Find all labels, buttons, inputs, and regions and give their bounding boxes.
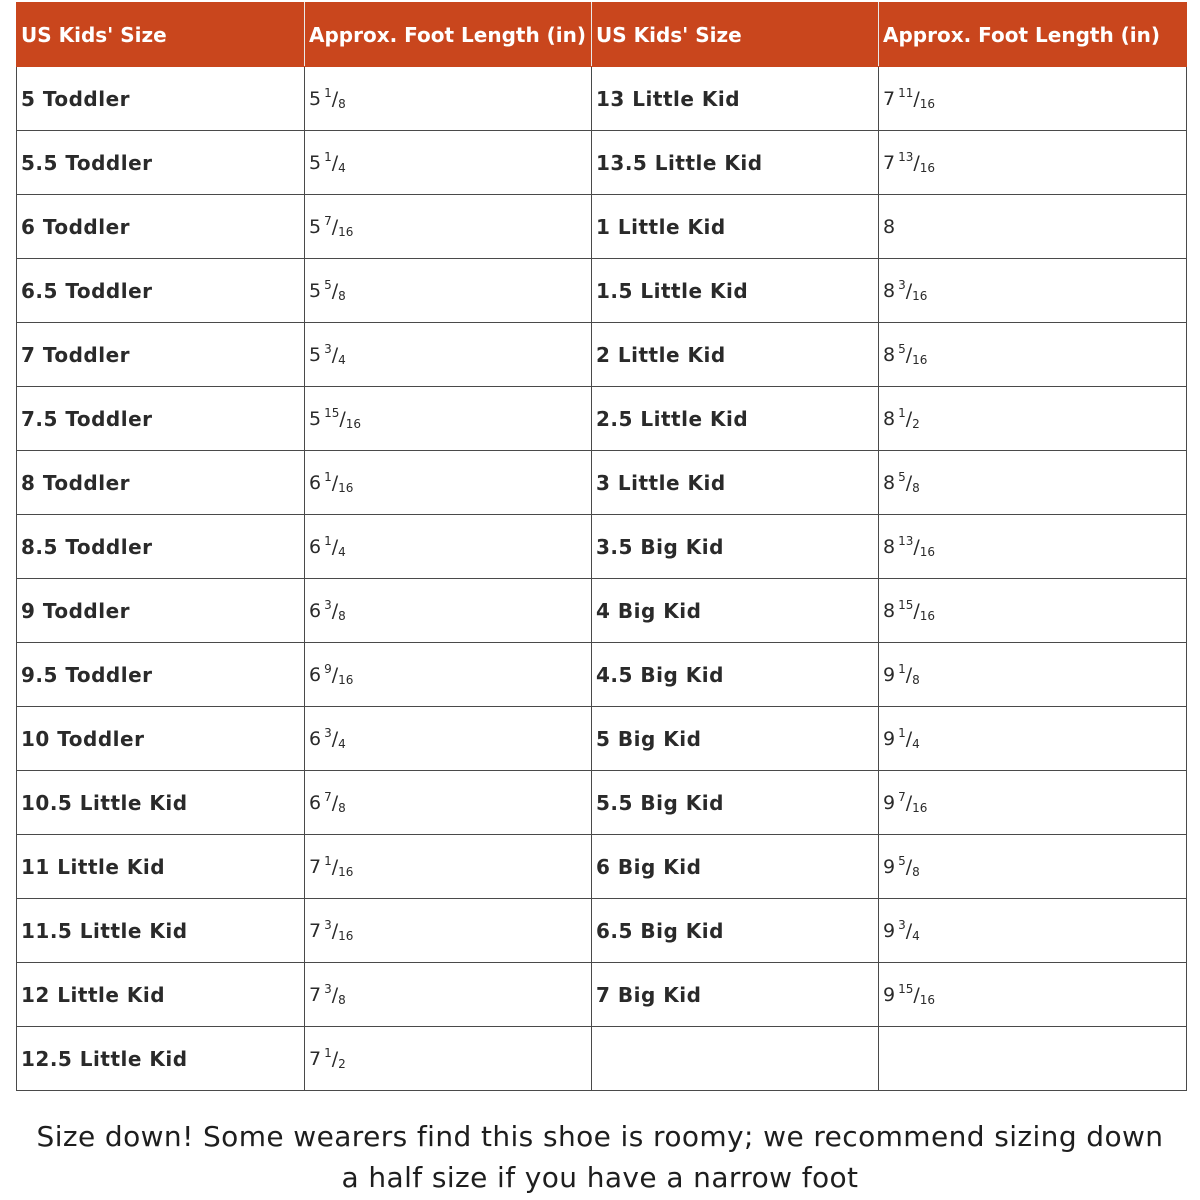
- fraction-denominator: 16: [919, 609, 936, 623]
- fraction-slash: /: [905, 792, 913, 814]
- length-whole: 6: [309, 600, 322, 622]
- table-row: [17, 67, 1187, 131]
- foot-length-cell: [305, 387, 592, 451]
- length-whole: 9: [883, 920, 896, 942]
- foot-length-cell: [879, 67, 1187, 131]
- size-cell: 12.5 Little Kid: [17, 1027, 305, 1091]
- length-whole: 8: [883, 408, 896, 430]
- fraction-numerator: 1: [324, 470, 332, 484]
- header-row: [17, 3, 1187, 67]
- fraction-numerator: 5: [898, 470, 906, 484]
- foot-length-cell: [879, 899, 1187, 963]
- fraction-numerator: 1: [324, 534, 332, 548]
- foot-length-cell: [879, 1027, 1187, 1091]
- length-whole: 5: [309, 408, 322, 430]
- length-whole: 9: [883, 856, 896, 878]
- fraction-slash: /: [905, 408, 913, 430]
- header-foot-length-2: Approx. Foot Length (in): [879, 3, 1187, 67]
- fraction-denominator: 4: [338, 737, 346, 751]
- size-cell: 8 Toddler: [17, 451, 305, 515]
- fraction-slash: /: [331, 920, 339, 942]
- foot-length-cell: [879, 131, 1187, 195]
- footer-note-line-1: Size down! Some wearers find this shoe is roomy; we recommend sizing down: [36, 1120, 1164, 1153]
- fraction-numerator: 15: [898, 598, 914, 612]
- fraction-denominator: 16: [338, 225, 354, 239]
- fraction-numerator: 5: [898, 854, 906, 868]
- size-cell: 5.5 Toddler: [17, 131, 305, 195]
- size-cell: 1 Little Kid: [592, 195, 879, 259]
- foot-length-cell: [305, 259, 592, 323]
- foot-length-cell: [305, 643, 592, 707]
- fraction-denominator: 16: [345, 417, 362, 431]
- fraction-denominator: 4: [912, 737, 920, 751]
- fraction-numerator: 13: [898, 150, 914, 164]
- fraction-denominator: 16: [338, 929, 354, 943]
- size-cell: 9.5 Toddler: [17, 643, 305, 707]
- fraction-denominator: 16: [912, 289, 928, 303]
- size-cell: 6.5 Big Kid: [592, 899, 879, 963]
- fraction-denominator: 4: [912, 929, 920, 943]
- length-whole: 7: [309, 920, 322, 942]
- size-cell: 3.5 Big Kid: [592, 515, 879, 579]
- fraction-slash: /: [905, 280, 913, 302]
- fraction-slash: /: [913, 152, 920, 174]
- foot-length-cell: [305, 195, 592, 259]
- size-cell: 11 Little Kid: [17, 835, 305, 899]
- fraction-numerator: 5: [324, 278, 332, 292]
- size-cell: 6 Toddler: [17, 195, 305, 259]
- header-us-kids-size-1: US Kids' Size: [17, 3, 305, 67]
- table-row: [17, 835, 1187, 899]
- length-whole: 8: [883, 215, 896, 238]
- size-cell: 1.5 Little Kid: [592, 259, 879, 323]
- size-cell: [592, 1027, 879, 1091]
- fraction-denominator: 4: [338, 161, 346, 175]
- length-whole: 9: [883, 728, 896, 750]
- fraction-slash: /: [331, 216, 339, 238]
- fraction-numerator: 3: [324, 982, 332, 996]
- size-chart-table: [16, 2, 1187, 1091]
- size-cell: 13.5 Little Kid: [592, 131, 879, 195]
- fraction-slash: /: [913, 984, 920, 1006]
- fraction-denominator: 2: [338, 1057, 346, 1071]
- table-row: [17, 707, 1187, 771]
- size-cell: 2 Little Kid: [592, 323, 879, 387]
- header-foot-length-1: Approx. Foot Length (in): [305, 3, 592, 67]
- table-row: [17, 515, 1187, 579]
- size-cell: 10 Toddler: [17, 707, 305, 771]
- length-whole: 9: [883, 984, 896, 1006]
- fraction-numerator: 3: [898, 918, 906, 932]
- fraction-denominator: 4: [338, 353, 346, 367]
- foot-length-cell: [879, 707, 1187, 771]
- table-row: [17, 579, 1187, 643]
- fraction-slash: /: [331, 600, 339, 622]
- length-whole: 5: [309, 280, 322, 302]
- length-whole: 6: [309, 472, 322, 494]
- table-row: [17, 1027, 1187, 1091]
- fraction-numerator: 3: [324, 342, 332, 356]
- size-cell: 10.5 Little Kid: [17, 771, 305, 835]
- fraction-denominator: 8: [912, 865, 920, 879]
- fraction-denominator: 8: [338, 993, 346, 1007]
- size-cell: 6.5 Toddler: [17, 259, 305, 323]
- size-cell: 4 Big Kid: [592, 579, 879, 643]
- length-whole: 8: [883, 600, 896, 622]
- table-row: [17, 131, 1187, 195]
- fraction-numerator: 15: [324, 406, 340, 420]
- fraction-slash: /: [331, 792, 339, 814]
- size-cell: 5 Toddler: [17, 67, 305, 131]
- fraction-denominator: 8: [338, 609, 346, 623]
- foot-length-cell: [305, 899, 592, 963]
- foot-length-cell: [879, 259, 1187, 323]
- fraction-numerator: 1: [324, 1046, 332, 1060]
- fraction-numerator: 3: [324, 726, 332, 740]
- size-cell: 3 Little Kid: [592, 451, 879, 515]
- fraction-slash: /: [905, 920, 913, 942]
- size-cell: 8.5 Toddler: [17, 515, 305, 579]
- fraction-slash: /: [905, 664, 913, 686]
- fraction-denominator: 16: [919, 97, 936, 111]
- fraction-slash: /: [905, 472, 913, 494]
- fraction-numerator: 9: [324, 662, 332, 676]
- foot-length-cell: [879, 963, 1187, 1027]
- fraction-slash: /: [331, 856, 339, 878]
- fraction-numerator: 1: [324, 86, 332, 100]
- foot-length-cell: [879, 195, 1187, 259]
- fraction-slash: /: [913, 536, 920, 558]
- fraction-slash: /: [913, 88, 920, 110]
- length-whole: 6: [309, 536, 322, 558]
- length-whole: 9: [883, 664, 896, 686]
- fraction-slash: /: [331, 728, 339, 750]
- length-whole: 5: [309, 152, 322, 174]
- foot-length-cell: [305, 579, 592, 643]
- fraction-slash: /: [331, 152, 339, 174]
- length-whole: 6: [309, 728, 322, 750]
- fraction-numerator: 1: [324, 854, 332, 868]
- foot-length-cell: [879, 771, 1187, 835]
- table-row: [17, 387, 1187, 451]
- size-cell: 4.5 Big Kid: [592, 643, 879, 707]
- foot-length-cell: [305, 451, 592, 515]
- fraction-numerator: 15: [898, 982, 914, 996]
- fraction-slash: /: [331, 280, 339, 302]
- size-cell: 7 Toddler: [17, 323, 305, 387]
- foot-length-cell: [879, 643, 1187, 707]
- length-whole: 7: [309, 984, 322, 1006]
- length-whole: 8: [883, 472, 896, 494]
- fraction-slash: /: [331, 664, 339, 686]
- fraction-numerator: 7: [324, 214, 332, 228]
- fraction-denominator: 2: [912, 417, 920, 431]
- fraction-slash: /: [331, 88, 339, 110]
- length-whole: 5: [309, 216, 322, 238]
- fraction-slash: /: [905, 344, 913, 366]
- length-whole: 8: [883, 536, 896, 558]
- length-whole: 8: [883, 344, 896, 366]
- size-cell: 2.5 Little Kid: [592, 387, 879, 451]
- foot-length-cell: [305, 515, 592, 579]
- fraction-denominator: 16: [919, 161, 936, 175]
- foot-length-cell: [305, 835, 592, 899]
- foot-length-cell: [305, 323, 592, 387]
- fraction-numerator: 1: [898, 726, 906, 740]
- fraction-slash: /: [331, 536, 339, 558]
- fraction-slash: /: [331, 344, 339, 366]
- fraction-numerator: 11: [898, 86, 914, 100]
- fraction-denominator: 8: [338, 801, 346, 815]
- length-whole: 6: [309, 792, 322, 814]
- size-cell: 7.5 Toddler: [17, 387, 305, 451]
- fraction-denominator: 16: [919, 545, 936, 559]
- fraction-denominator: 16: [912, 801, 928, 815]
- fraction-denominator: 8: [338, 289, 346, 303]
- foot-length-cell: [305, 131, 592, 195]
- size-cell: 5 Big Kid: [592, 707, 879, 771]
- table-row: [17, 259, 1187, 323]
- foot-length-cell: [879, 451, 1187, 515]
- fraction-numerator: 3: [324, 918, 332, 932]
- fraction-denominator: 16: [912, 353, 928, 367]
- fraction-numerator: 7: [898, 790, 906, 804]
- fraction-denominator: 4: [338, 545, 346, 559]
- size-cell: 13 Little Kid: [592, 67, 879, 131]
- fraction-denominator: 16: [919, 993, 936, 1007]
- foot-length-cell: [305, 707, 592, 771]
- fraction-numerator: 5: [898, 342, 906, 356]
- length-whole: 6: [309, 664, 322, 686]
- length-whole: 9: [883, 792, 896, 814]
- size-cell: 6 Big Kid: [592, 835, 879, 899]
- fraction-slash: /: [913, 600, 920, 622]
- header-us-kids-size-2: US Kids' Size: [592, 3, 879, 67]
- foot-length-cell: [879, 387, 1187, 451]
- fraction-denominator: 16: [338, 865, 354, 879]
- foot-length-cell: [305, 963, 592, 1027]
- length-whole: 7: [883, 88, 896, 110]
- fraction-numerator: 1: [898, 662, 906, 676]
- foot-length-cell: [879, 515, 1187, 579]
- fraction-numerator: 1: [898, 406, 906, 420]
- size-cell: 5.5 Big Kid: [592, 771, 879, 835]
- table-row: [17, 899, 1187, 963]
- fraction-denominator: 16: [338, 673, 354, 687]
- fraction-numerator: 3: [898, 278, 906, 292]
- table-row: [17, 323, 1187, 387]
- table-body: [17, 67, 1187, 1091]
- footer-note: [0, 1116, 1200, 1198]
- fraction-slash: /: [905, 856, 913, 878]
- length-whole: 7: [883, 152, 896, 174]
- foot-length-cell: [305, 67, 592, 131]
- table-row: [17, 963, 1187, 1027]
- footer-note-line-2: a half size if you have a narrow foot: [341, 1161, 859, 1194]
- table-header: [17, 3, 1187, 67]
- foot-length-cell: [305, 771, 592, 835]
- fraction-denominator: 16: [338, 481, 354, 495]
- length-whole: 5: [309, 88, 322, 110]
- table-row: [17, 195, 1187, 259]
- fraction-numerator: 3: [324, 598, 332, 612]
- length-whole: 7: [309, 856, 322, 878]
- fraction-slash: /: [331, 472, 339, 494]
- fraction-slash: /: [905, 728, 913, 750]
- table-row: [17, 451, 1187, 515]
- foot-length-cell: [305, 1027, 592, 1091]
- fraction-denominator: 8: [912, 673, 920, 687]
- fraction-numerator: 13: [898, 534, 914, 548]
- fraction-slash: /: [339, 408, 346, 430]
- size-cell: 11.5 Little Kid: [17, 899, 305, 963]
- fraction-numerator: 7: [324, 790, 332, 804]
- fraction-slash: /: [331, 1048, 339, 1070]
- length-whole: 8: [883, 280, 896, 302]
- fraction-denominator: 8: [912, 481, 920, 495]
- foot-length-cell: [879, 323, 1187, 387]
- fraction-numerator: 1: [324, 150, 332, 164]
- size-cell: 9 Toddler: [17, 579, 305, 643]
- length-whole: 5: [309, 344, 322, 366]
- table-row: [17, 771, 1187, 835]
- fraction-denominator: 8: [338, 97, 346, 111]
- size-cell: 12 Little Kid: [17, 963, 305, 1027]
- size-cell: 7 Big Kid: [592, 963, 879, 1027]
- length-whole: 7: [309, 1048, 322, 1070]
- fraction-slash: /: [331, 984, 339, 1006]
- foot-length-cell: [879, 579, 1187, 643]
- table-row: [17, 643, 1187, 707]
- foot-length-cell: [879, 835, 1187, 899]
